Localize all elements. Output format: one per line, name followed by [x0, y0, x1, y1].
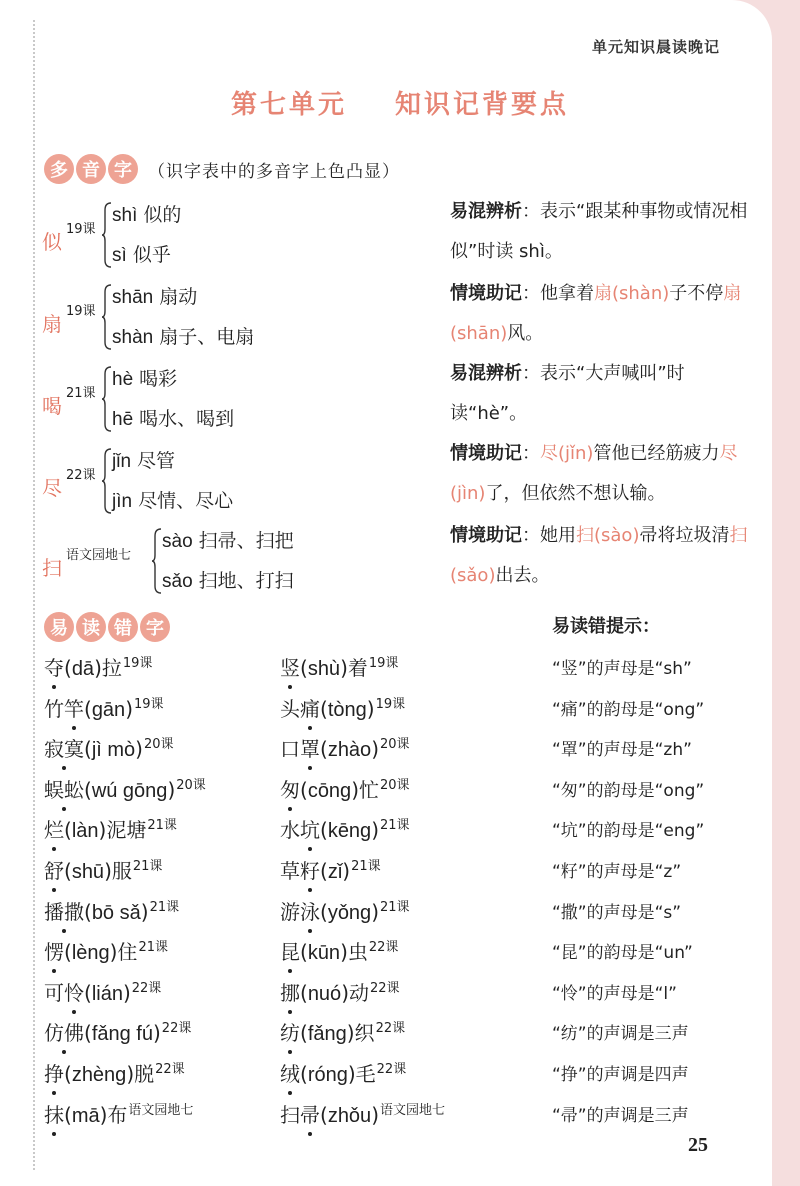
reading-pinyin: sào: [162, 531, 193, 552]
polyphone-section-header: [44, 154, 400, 184]
word-prefix: 草: [280, 859, 300, 883]
word-lesson: 语文园地七: [380, 1103, 446, 1119]
word-target-char: 仿佛: [44, 1017, 84, 1046]
reading-words: 扇动: [153, 286, 198, 308]
misread-word: [44, 733, 174, 762]
word-suffix: ): [371, 1103, 379, 1127]
misread-word: [44, 896, 179, 925]
word-lesson: 22课: [368, 940, 399, 956]
word-pinyin: làn: [71, 820, 99, 842]
tip-text: ：表示“大声喊叫”时读“hè”。: [450, 363, 685, 424]
misread-hint: “怜”的声母是“l”: [552, 984, 677, 1004]
misread-word: [44, 1099, 193, 1128]
word-pinyin: fǎng: [307, 1023, 347, 1045]
tip-highlight: 扇(shān): [450, 283, 742, 344]
word-lesson: 20课: [176, 778, 206, 794]
misread-word: [44, 855, 162, 884]
word-lesson: 21课: [351, 859, 381, 875]
misread-word: [280, 774, 410, 803]
reading-pinyin: sǎo: [162, 571, 193, 592]
polyphone-char: 扇: [42, 312, 62, 336]
lesson-tag: 19课: [66, 304, 96, 319]
hint-title: 易读错提示：: [552, 616, 660, 637]
word-paren: (: [64, 859, 72, 883]
misread-section-header: [44, 612, 172, 642]
tip-text: 出去。: [495, 565, 550, 586]
page-title: [0, 84, 800, 121]
word-paren: (: [300, 778, 308, 802]
word-lesson: 20课: [380, 737, 410, 753]
word-pinyin: róng: [307, 1064, 348, 1086]
word-suffix: )着: [340, 656, 368, 680]
word-paren: (: [320, 818, 328, 842]
word-lesson: 19课: [122, 656, 153, 672]
word-paren: (: [84, 900, 92, 924]
reading: [112, 282, 197, 309]
reading-pinyin: jǐn: [112, 451, 132, 472]
reading: [112, 322, 254, 349]
tip-highlight: 扫(sǎo): [450, 525, 748, 586]
word-target-char: 泳: [300, 896, 320, 925]
word-suffix: ): [152, 1021, 161, 1045]
word-paren: (: [64, 1103, 72, 1127]
page-header: 单元知识晨读晚记: [591, 38, 720, 56]
misread-word: [44, 1017, 191, 1046]
badge-char: 多: [44, 154, 74, 184]
word-lesson: 19课: [375, 697, 406, 713]
word-lesson: 20课: [143, 737, 174, 753]
word-target-char: 挪: [280, 977, 300, 1006]
word-paren: (: [300, 1062, 308, 1086]
word-pinyin: lèng: [71, 942, 110, 964]
misread-word: [44, 936, 168, 965]
tip-box: [450, 434, 750, 514]
tip-box: [450, 274, 750, 354]
word-suffix: ): [371, 818, 379, 842]
word-pinyin: shù: [307, 658, 341, 680]
word-paren: (: [64, 1062, 72, 1086]
word-paren: (: [84, 1021, 92, 1045]
word-suffix: ): [135, 737, 143, 761]
brace-icon: [102, 448, 112, 514]
section-badge: [44, 612, 172, 642]
tip-text: 子不停: [669, 283, 724, 304]
word-pinyin: nuó: [307, 983, 342, 1005]
reading-words: 似的: [137, 204, 182, 226]
page-number: 25: [688, 1134, 708, 1156]
word-suffix: )泥塘: [98, 818, 147, 842]
word-pinyin: lián: [91, 983, 123, 1005]
badge-char: 字: [140, 612, 170, 642]
tip-label: 情境助记: [450, 283, 522, 304]
word-target-char: 夺: [44, 652, 64, 681]
word-suffix: )拉: [94, 656, 122, 680]
word-paren: (: [320, 900, 328, 924]
badge-char: 读: [76, 612, 106, 642]
reading-words: 扫帚、扫把: [192, 530, 294, 552]
brace-icon: [152, 528, 162, 594]
word-target-char: 烂: [44, 814, 64, 843]
reading-words: 似乎: [126, 244, 171, 266]
misread-hint: “挣”的声调是四声: [552, 1065, 689, 1085]
misread-word: [280, 733, 410, 762]
misread-word: [44, 977, 161, 1006]
word-paren: (: [300, 981, 308, 1005]
misread-word: [280, 896, 410, 925]
word-target-char: 竖: [280, 652, 300, 681]
lesson-tag: 22课: [66, 468, 96, 483]
word-prefix: 水: [280, 818, 300, 842]
misread-word: [280, 1058, 406, 1087]
tip-label: 情境助记: [450, 443, 522, 464]
word-suffix: ): [125, 697, 133, 721]
word-paren: (: [300, 656, 308, 680]
word-pinyin: shū: [71, 861, 105, 883]
word-prefix: 头: [280, 697, 300, 721]
misread-hint: “昆”的韵母是“un”: [552, 943, 693, 963]
misread-hint: “匆”的韵母是“ong”: [552, 781, 705, 801]
word-pinyin: gān: [91, 699, 126, 721]
brace-icon: [102, 366, 112, 432]
word-lesson: 21课: [138, 940, 168, 956]
word-lesson: 19课: [368, 656, 399, 672]
word-target-char: 纺: [280, 1017, 300, 1046]
word-target-char: 坑: [300, 814, 320, 843]
word-pinyin: zhèng: [71, 1064, 127, 1086]
word-paren: (: [84, 697, 92, 721]
word-paren: (: [64, 656, 72, 680]
word-pinyin: cōng: [307, 780, 352, 802]
word-lesson: 21课: [132, 859, 163, 875]
misread-hint: “坑”的韵母是“eng”: [552, 821, 705, 841]
misread-word: [44, 814, 177, 843]
word-prefix: 口: [280, 737, 300, 761]
word-target-char: 怜: [64, 977, 84, 1006]
word-pinyin: kēng: [327, 820, 372, 842]
word-pinyin: yǒng: [327, 902, 372, 924]
misread-word: [280, 977, 400, 1006]
word-suffix: )毛: [347, 1062, 376, 1086]
misread-hint: “纺”的声调是三声: [552, 1024, 689, 1044]
misread-hint: “竖”的声母是“sh”: [552, 659, 692, 679]
word-paren: (: [84, 778, 92, 802]
reading-words: 喝彩: [133, 368, 178, 390]
misread-word: [280, 693, 405, 722]
word-pinyin: bō sǎ: [91, 902, 141, 924]
misread-word: [280, 855, 381, 884]
word-paren: (: [84, 981, 92, 1005]
tip-text: 帚将垃圾清: [639, 525, 730, 546]
word-target-char: 竿: [64, 693, 84, 722]
word-paren: (: [300, 1021, 308, 1045]
tip-highlight: 扫(sào): [576, 525, 640, 546]
lesson-tag: 19课: [66, 222, 96, 237]
word-paren: (: [320, 737, 328, 761]
section-note: （识字表中的多音字上色凸显）: [148, 161, 400, 182]
word-suffix: )住: [109, 940, 138, 964]
badge-char: 错: [108, 612, 138, 642]
misread-word: [44, 774, 206, 803]
tip-box: [450, 192, 750, 272]
word-pinyin: jì mò: [91, 739, 136, 761]
misread-hint: “痛”的韵母是“ong”: [552, 700, 705, 720]
misread-word: [44, 693, 164, 722]
misread-word: [280, 1017, 405, 1046]
tip-text: 了，但依然不想认输。: [485, 483, 666, 504]
word-target-char: 播撒: [44, 896, 84, 925]
word-paren: (: [64, 940, 72, 964]
reading: [162, 526, 294, 553]
word-target-char: 舒: [44, 855, 64, 884]
word-suffix: )织: [346, 1021, 375, 1045]
misread-word: [280, 652, 398, 681]
misread-word: [280, 936, 398, 965]
word-lesson: 22课: [376, 1062, 407, 1078]
word-lesson: 20课: [380, 778, 410, 794]
word-suffix: )布: [99, 1103, 128, 1127]
reading: [112, 200, 181, 227]
reading-pinyin: sì: [112, 245, 127, 266]
reading-words: 尽情、尽心: [132, 490, 234, 512]
polyphone-char: 喝: [42, 394, 62, 418]
brace-icon: [102, 202, 112, 268]
tip-label: 易混辨析: [450, 363, 522, 384]
word-target-char: 籽: [300, 855, 320, 884]
word-lesson: 19课: [134, 697, 164, 713]
misread-hint: “帚”的声调是三声: [552, 1106, 689, 1126]
reading-pinyin: shì: [112, 205, 138, 226]
reading-pinyin: shàn: [112, 327, 154, 348]
misread-hint: “撒”的声母是“s”: [552, 903, 682, 923]
reading: [112, 240, 171, 267]
word-target-char: 帚: [300, 1099, 320, 1128]
reading: [112, 486, 233, 513]
tip-box: [450, 516, 750, 596]
binding-edge: [33, 20, 35, 1170]
word-suffix: )忙: [351, 778, 379, 802]
reading-words: 尽管: [131, 450, 176, 472]
word-lesson: 语文园地七: [128, 1103, 194, 1119]
tip-box: [450, 354, 750, 434]
reading: [112, 364, 177, 391]
word-suffix: ): [140, 900, 149, 924]
tip-text: ：他拿着: [522, 283, 594, 304]
misread-word: [44, 1058, 185, 1087]
word-suffix: )服: [104, 859, 132, 883]
word-paren: (: [320, 1103, 328, 1127]
word-target-char: 痛: [300, 693, 320, 722]
word-prefix: 游: [280, 900, 300, 924]
word-lesson: 22课: [155, 1062, 185, 1078]
word-paren: (: [84, 737, 92, 761]
misread-word: [280, 814, 410, 843]
word-target-char: 抹: [44, 1099, 64, 1128]
word-lesson: 22课: [375, 1021, 406, 1037]
word-suffix: )动: [341, 981, 369, 1005]
reading-pinyin: shān: [112, 287, 154, 308]
word-paren: (: [320, 859, 328, 883]
word-prefix: 可: [44, 981, 64, 1005]
brace-icon: [102, 284, 112, 350]
word-pinyin: kūn: [307, 942, 341, 964]
section-badge: [44, 154, 140, 184]
word-target-char: 绒: [280, 1058, 300, 1087]
word-lesson: 21课: [149, 900, 180, 916]
reading: [162, 566, 294, 593]
word-pinyin: zǐ: [327, 861, 343, 883]
polyphone-char: 扫: [42, 556, 62, 580]
word-paren: (: [64, 818, 72, 842]
misread-word: [280, 1099, 445, 1128]
unit-label: 第七单元: [230, 90, 347, 120]
badge-char: 音: [76, 154, 106, 184]
tip-highlight: 尽(jǐn): [540, 443, 594, 464]
word-pinyin: tòng: [327, 699, 367, 721]
word-lesson: 22课: [370, 981, 400, 997]
lesson-tag: 语文园地七: [66, 548, 132, 563]
tip-label: 易混辨析: [450, 201, 522, 222]
reading: [112, 404, 234, 431]
tip-text: 风。: [507, 323, 544, 344]
word-target-char: 昆: [280, 936, 300, 965]
word-pinyin: zhào: [327, 739, 372, 761]
reading-pinyin: hè: [112, 369, 134, 390]
word-target-char: 蜈蚣: [44, 774, 84, 803]
reading-words: 喝水、喝到: [133, 408, 235, 430]
topic-label: 知识记背要点: [395, 90, 570, 120]
word-target-char: 愣: [44, 936, 64, 965]
misread-word: [44, 652, 152, 681]
word-pinyin: fǎng fú: [91, 1023, 153, 1045]
polyphone-char: 尽: [42, 476, 62, 500]
reading-pinyin: jìn: [112, 491, 133, 512]
lesson-tag: 21课: [66, 386, 96, 401]
tip-label: 情境助记: [450, 525, 522, 546]
word-pinyin: zhǒu: [327, 1105, 372, 1127]
badge-char: 易: [44, 612, 74, 642]
tip-text: ：: [522, 443, 540, 464]
word-suffix: ): [371, 737, 379, 761]
word-suffix: ): [366, 697, 375, 721]
word-target-char: 匆: [280, 774, 300, 803]
word-lesson: 22课: [131, 981, 162, 997]
word-pinyin: mā: [71, 1105, 100, 1127]
reading-pinyin: hē: [112, 409, 134, 430]
misread-hint: “罩”的声母是“zh”: [552, 740, 692, 760]
reading: [112, 446, 175, 473]
word-target-char: 罩: [300, 733, 320, 762]
word-target-char: 寂寞: [44, 733, 84, 762]
tip-text: ：表示“跟某种事物或情况相似”时读 shì。: [450, 201, 748, 262]
badge-char: 字: [108, 154, 138, 184]
word-lesson: 22课: [161, 1021, 192, 1037]
word-suffix: ): [167, 778, 176, 802]
tip-text: ：她用: [522, 525, 576, 546]
word-paren: (: [300, 940, 308, 964]
word-suffix: ): [371, 900, 379, 924]
word-pinyin: dā: [71, 658, 95, 680]
polyphone-char: 似: [42, 230, 62, 254]
word-lesson: 21课: [147, 818, 177, 834]
word-prefix: 竹: [44, 697, 64, 721]
reading-words: 扫地、打扫: [192, 570, 294, 592]
tip-highlight: 尽(jìn): [450, 443, 738, 504]
word-lesson: 21课: [380, 818, 410, 834]
word-target-char: 挣: [44, 1058, 64, 1087]
misread-hint: “籽”的声母是“z”: [552, 862, 682, 882]
tip-highlight: 扇(shàn): [594, 283, 670, 304]
word-paren: (: [320, 697, 328, 721]
reading-words: 扇子、电扇: [153, 326, 255, 348]
word-suffix: ): [342, 859, 351, 883]
word-suffix: ): [122, 981, 131, 1005]
word-pinyin: wú gōng: [91, 780, 168, 802]
word-prefix: 扫: [280, 1103, 300, 1127]
word-suffix: )脱: [126, 1062, 155, 1086]
word-suffix: )虫: [340, 940, 368, 964]
tip-text: 管他已经筋疲力: [593, 443, 720, 464]
word-lesson: 21课: [380, 900, 410, 916]
